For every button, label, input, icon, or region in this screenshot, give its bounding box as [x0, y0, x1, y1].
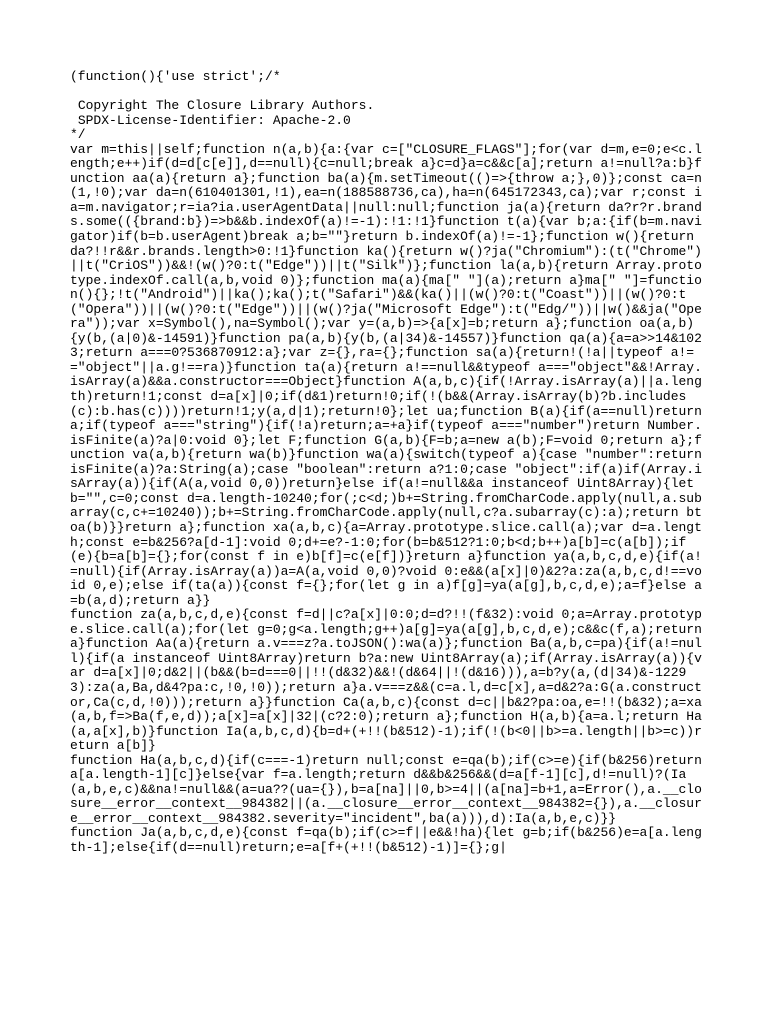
- minified-javascript-source: (function(){'use strict';/* Copyright The Closure Library Authors. SPDX-License-Identifier: Apache-2.0 */ var m=this||self;function n(a,b){a:{var c=["CLOSURE_FLAGS"];for(var d=m,e=0;e<c.length;e++)if(d=d[c[e]],d==null){c=null;break a}c=d}a=c&&c[a];return a!=null?a:b}function aa(a){return a};function ba(a){m.setTimeout(()=>{throw a;},0)};const ca=n(1,!0);var da=n(610401301,!1),ea=n(188588736,ca),ha=n(645172343,ca);var r;const ia=m.navigator;r=ia?ia.userAgentData||null:null;function ja(a){return da?r?r.brands.some(({brand:b})=>b&&b.indexOf(a)!=-1):!1:!1}function t(a){var b;a:{if(b=m.navigator)if(b=b.userAgent)break a;b=""}return b.indexOf(a)!=-1};function w(){return da?!!r&&r.brands.length>0:!1}function ka(){return w()?ja("Chromium"):(t("Chrome")||t("CriOS"))&&!(w()?0:t("Edge"))||t("Silk")};function la(a,b){return Array.prototype.indexOf.call(a,b,void 0)};function ma(a){ma[" "](a);return a}ma[" "]=function(){};!t("Android")||ka();ka();t("Safari")&&(ka()||(w()?0:t("Coast"))||(w()?0:t("Opera"))||(w()?0:t("Edge"))||(w()?ja("Microsoft Edge"):t("Edg/"))||w()&&ja("Opera"));var x=Symbol(),na=Symbol();var y=(a,b)=>{a[x]=b;return a};function oa(a,b){y(b,(a|0)&-14591)}function pa(a,b){y(b,(a|34)&-14557)}function qa(a){a=a>>14&1023;return a===0?536870912:a};var z={},ra={};function sa(a){return!(!a||typeof a!=="object"||a.g!==ra)}function ta(a){return a!==null&&typeof a==="object"&&!Array.isArray(a)&&a.constructor===Object}function A(a,b,c){if(!Array.isArray(a)||a.length)return!1;const d=a[x]|0;if(d&1)return!0;if(!(b&&(Array.isArray(b)?b.includes(c):b.has(c))))return!1;y(a,d|1);return!0};let ua;function B(a){if(a==null)return a;if(typeof a==="string"){if(!a)return;a=+a}if(typeof a==="number")return Number.isFinite(a)?a|0:void 0};let F;function G(a,b){F=b;a=new a(b);F=void 0;return a};function va(a,b){return wa(b)}function wa(a){switch(typeof a){case "number":return isFinite(a)?a:String(a);case "boolean":return a?1:0;case "object":if(a)if(Array.isArray(a)){if(A(a,void 0,0))return}else if(a!=null&&a instanceof Uint8Array){let b="",c=0;const d=a.length-10240;for(;c<d;)b+=String.fromCharCode.apply(null,a.subarray(c,c+=10240));b+=String.fromCharCode.apply(null,c?a.subarray(c):a);return btoa(b)}}return a};function xa(a,b,c){a=Array.prototype.slice.call(a);var d=a.length;const e=b&256?a[d-1]:void 0;d+=e?-1:0;for(b=b&512?1:0;b<d;b++)a[b]=c(a[b]);if(e){b=a[b]={};for(const f in e)b[f]=c(e[f])}return a}function ya(a,b,c,d,e){if(a!=null){if(Array.isArray(a))a=A(a,void 0,0)?void 0:e&&(a[x]|0)&2?a:za(a,b,c,d!==void 0,e);else if(ta(a)){const f={};for(let g in a)f[g]=ya(a[g],b,c,d,e);a=f}else a=b(a,d);return a}} function za(a,b,c,d,e){const f=d||c?a[x]|0:0;d=d?!!(f&32):void 0;a=Array.prototype.slice.call(a);for(let g=0;g<a.length;g++)a[g]=ya(a[g],b,c,d,e);c&&c(f,a);return a}function Aa(a){return a.v===z?a.toJSON():wa(a)};function Ba(a,b,c=pa){if(a!=null){if(a instanceof Uint8Array)return b?a:new Uint8Array(a);if(Array.isArray(a)){var d=a[x]|0;d&2||(b&&(b=d===0||!!(d&32)&&!(d&64||!(d&16))),a=b?y(a,(d|34)&-12293):za(a,Ba,d&4?pa:c,!0,!0));return a}a.v===z&&(c=a.l,d=c[x],a=d&2?a:G(a.constructor,Ca(c,d,!0)));return a}}function Ca(a,b,c){const d=c||b&2?pa:oa,e=!!(b&32);a=xa(a,b,f=>Ba(f,e,d));a[x]=a[x]|32|(c?2:0);return a};function H(a,b){a=a.l;return Ha(a,a[x],b)}function Ia(a,b,c,d){b=d+(+!!(b&512)-1);if(!(b<0||b>=a.length||b>=c))return a[b]} function Ha(a,b,c,d){if(c===-1)return null;const e=qa(b);if(c>=e){if(b&256)return a[a.length-1][c]}else{var f=a.length;return d&&b&256&&(d=a[f-1][c],d!=null)?(Ia(a,b,e,c)&&na!=null&&(a=ua??(ua={}),b=a[na]||0,b>=4||(a[na]=b+1,a=Error(),a.__closure__error__context__984382||(a.__closure__error__context__984382={}),a.__closure__error__context__984382.severity="incident",ba(a))),d):Ia(a,b,e,c)}} function Ja(a,b,c,d,e){const f=qa(b);if(c>=f||e&&!ha){let g=b;if(b&256)e=a[a.length-1];else{if(d==null)return;e=a[f+(+!!(b&512)-1)]={};g|: [70, 69, 702, 855]
